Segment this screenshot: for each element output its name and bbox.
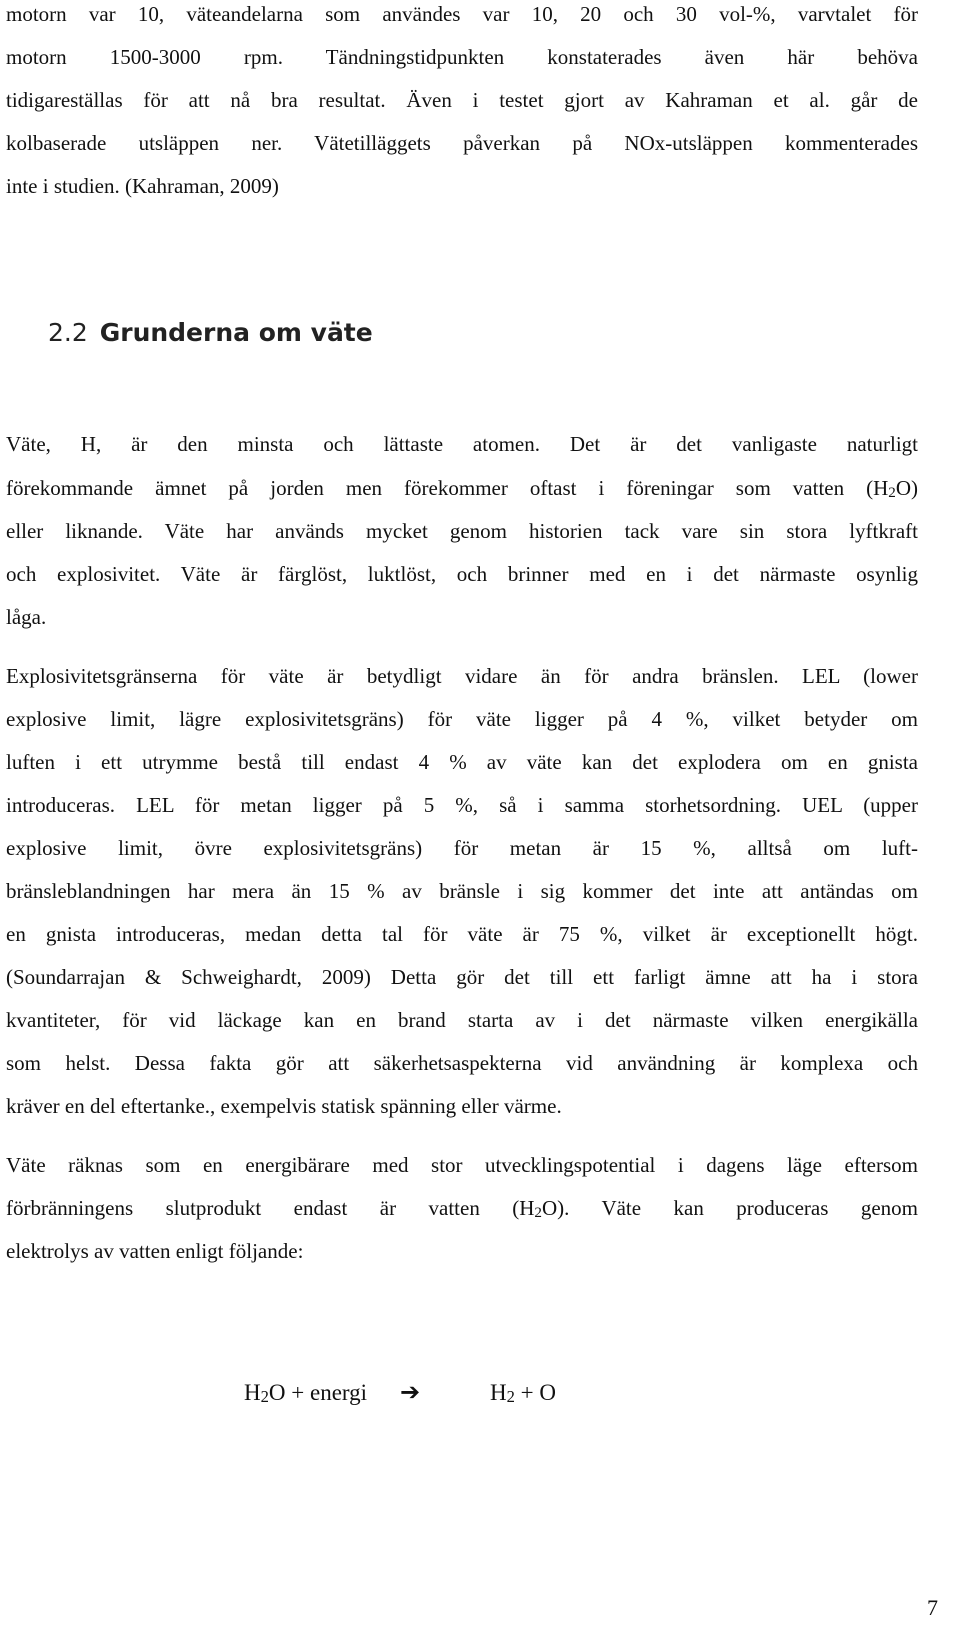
p3-subscript: 2 bbox=[534, 1204, 542, 1221]
p2-line-3: luften i ett utrymme bestå till endast 4 % av väte kan det explodera om en gnista bbox=[6, 750, 918, 774]
section-title: Grunderna om väte bbox=[99, 318, 373, 347]
p1-line-2-end: O) bbox=[895, 476, 918, 500]
section-heading bbox=[48, 318, 373, 347]
p2-line-2: explosive limit, lägre explosivitetsgräns) för väte ligger på 4 %, vilket betyder om bbox=[6, 707, 918, 731]
intro-line-5: inte i studien. (Kahraman, 2009) bbox=[6, 174, 279, 198]
lhs-subscript: 2 bbox=[260, 1386, 269, 1406]
equation-lhs bbox=[244, 1380, 367, 1407]
intro-line-3: tidigareställas för att nå bra resultat. Även i testet gjort av Kahraman et al. går de bbox=[6, 88, 918, 112]
p1-line-3: eller liknande. Väte har används mycket genom historien tack vare sin stora lyftkraft bbox=[6, 519, 918, 543]
intro-line-2: motorn 1500-3000 rpm. Tändningstidpunkten konstaterades även här behöva bbox=[6, 45, 918, 69]
page-number: 7 bbox=[927, 1595, 938, 1620]
section-number: 2.2 bbox=[48, 318, 88, 347]
p1-line-5: låga. bbox=[6, 605, 47, 629]
p1-line-2-text: förekommande ämnet på jorden men förekommer oftast i föreningar som vatten (H bbox=[6, 476, 889, 500]
right-arrow-icon: ➔ bbox=[400, 1378, 421, 1406]
p2-line-4: introduceras. LEL för metan ligger på 5 %, så i samma storhetsordning. UEL (upper bbox=[6, 793, 918, 817]
rhs-rest: + O bbox=[514, 1380, 556, 1405]
p1-line-1: Väte, H, är den minsta och lättaste atomen. Det är det vanligaste naturligt bbox=[6, 432, 918, 456]
intro-line-1: motorn var 10, väteandelarna som användes var 10, 20 och 30 vol-%, varvtalet för bbox=[6, 2, 918, 26]
p3-line-3: elektrolys av vatten enligt följande: bbox=[6, 1239, 304, 1263]
intro-line-4: kolbaserade utsläppen ner. Vätetilläggets påverkan på NOx-utsläppen kommenterades bbox=[6, 131, 918, 155]
p2-line-9: kvantiteter, för vid läckage kan en brand starta av i det närmaste vilken energikälla bbox=[6, 1008, 918, 1032]
equation-rhs bbox=[490, 1380, 556, 1407]
p3-line-1: Väte räknas som en energibärare med stor utvecklingspotential i dagens läge eftersom bbox=[6, 1153, 918, 1177]
p3-line-2-text: förbränningens slutprodukt endast är vatten (H bbox=[6, 1196, 535, 1220]
p1-line-4: och explosivitet. Väte är färglöst, luktlöst, och brinner med en i det närmaste osynlig bbox=[6, 562, 918, 586]
lhs-h: H bbox=[244, 1380, 261, 1405]
lhs-rest: O + energi bbox=[268, 1380, 368, 1405]
p2-line-7: en gnista introduceras, medan detta tal för väte är 75 %, vilket är exceptionellt högt. bbox=[6, 922, 918, 946]
p2-line-10: som helst. Dessa fakta gör att säkerhetsaspekterna vid användning är komplexa och bbox=[6, 1051, 918, 1075]
rhs-subscript: 2 bbox=[506, 1386, 515, 1406]
p1-subscript: 2 bbox=[888, 484, 896, 501]
p3-line-2 bbox=[6, 1196, 918, 1222]
p2-line-8: (Soundarrajan & Schweighardt, 2009) Detta gör det till ett farligt ämne att ha i stora bbox=[6, 965, 918, 989]
p2-line-5: explosive limit, övre explosivitetsgräns) för metan är 15 %, alltså om luft- bbox=[6, 836, 918, 860]
p1-line-2 bbox=[6, 476, 918, 502]
p3-line-2-end: O). Väte kan produceras genom bbox=[541, 1196, 918, 1220]
p2-line-1: Explosivitetsgränserna för väte är betydligt vidare än för andra bränslen. LEL (lower bbox=[6, 664, 918, 688]
p2-line-6: bränsleblandningen har mera än 15 % av bränsle i sig kommer det inte att antändas om bbox=[6, 879, 918, 903]
p2-line-11: kräver en del eftertanke., exempelvis statisk spänning eller värme. bbox=[6, 1094, 562, 1118]
rhs-h: H bbox=[490, 1380, 507, 1405]
